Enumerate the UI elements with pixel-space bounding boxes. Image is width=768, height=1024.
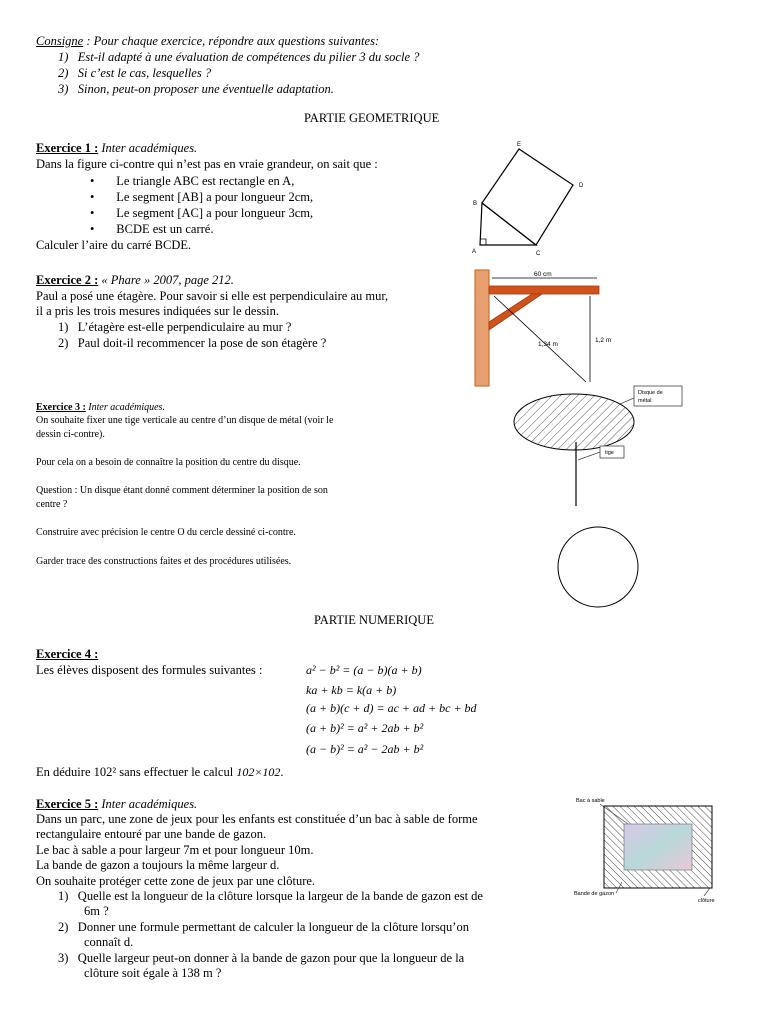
consigne-q2: 2) Si c’est le cas, lesquelles ? [58, 66, 212, 80]
ex5-line: rectangulaire entouré par une bande de gazon. [36, 827, 267, 841]
consigne-text: : Pour chaque exercice, répondre aux questions suivantes: [83, 34, 380, 48]
label-d: D [579, 183, 584, 189]
sandbox [624, 824, 692, 870]
bracket [489, 294, 542, 330]
consigne-q3: 3) Sinon, peut-on proposer une éventuelle adaptation. [58, 82, 334, 96]
ex1-bullet: • Le segment [AC] a pour longueur 3cm, [90, 206, 314, 220]
ex1-intro: Dans la figure ci-contre qui n’est pas en vraie grandeur, on sait que : [36, 157, 378, 171]
ex3-p5: Garder trace des constructions faites et des procédures utilisées. [36, 556, 292, 567]
ex5-q1: 1) Quelle est la longueur de la clôture lorsque la largeur de la bande de gazon est de [58, 889, 483, 903]
section-title-numerique: PARTIE NUMERIQUE [314, 613, 434, 627]
label-a: A [472, 249, 477, 255]
ex5-q1-cont: 6m ? [84, 904, 109, 918]
ex5-figure [570, 792, 740, 910]
ex5-heading [36, 797, 197, 812]
ex5-line: Le bac à sable a pour largeur 7m et pour longueur 10m. [36, 843, 314, 857]
ex2-heading [36, 273, 234, 288]
label-134m: 1,34 m [538, 341, 558, 348]
ex3-p3a: Question : Un disque étant donné comment déterminer la position de son [36, 485, 328, 496]
diagonal-measure [494, 296, 586, 382]
label-c: C [536, 251, 541, 257]
ex2-line1: Paul a posé une étagère. Pour savoir si elle est perpendiculaire au mur, [36, 289, 389, 303]
ex1-heading [36, 141, 197, 156]
consigne-intro [36, 34, 379, 49]
wall [475, 270, 489, 386]
ex5-title: Exercice 5 : [36, 797, 99, 811]
consigne-label: Consigne [36, 34, 84, 48]
ex3-p1a: On souhaite fixer une tige verticale au centre d’un disque de métal (voir le [36, 415, 334, 426]
right-angle-mark [480, 239, 486, 245]
ex1-figure [468, 140, 588, 265]
ex3-p4: Construire avec précision le centre O du cercle dessiné ci-contre. [36, 527, 296, 538]
consigne-q1: 1) Est-il adapté à une évaluation de compétences du pilier 3 du socle ? [58, 50, 420, 64]
ex3-figure [508, 380, 688, 612]
ex2-q2: 2) Paul doit-il recommencer la pose de son étagère ? [58, 336, 327, 350]
disc-label-2: métal [638, 398, 652, 404]
ex1-bullet: • Le triangle ABC est rectangle en A, [90, 174, 295, 188]
metal-disc [514, 394, 634, 450]
ex2-source: « Phare » 2007, page 212. [98, 273, 234, 287]
ex1-source: Inter académiques. [98, 141, 198, 155]
ex5-q2: 2) Donner une formule permettant de calculer la longueur de la clôture lorsqu’on [58, 920, 469, 934]
ex3-p3b: centre ? [36, 499, 68, 510]
stem-label-pointer [578, 452, 600, 460]
ex4-calc: 102×102 [236, 765, 281, 779]
disc-label: Disque de [638, 390, 663, 396]
lawn-label: Bande de gazon [574, 891, 615, 897]
ex1-question: Calculer l’aire du carré BCDE. [36, 238, 192, 252]
label-12m: 1,2 m [595, 337, 612, 344]
ex5-line: Dans un parc, une zone de jeux pour les enfants est constituée d’un bac à sable de forme [36, 812, 478, 826]
ex2-figure [472, 266, 632, 388]
ex5-line: On souhaite protéger cette zone de jeux par une clôture. [36, 874, 316, 888]
ex3-title: Exercice 3 : [36, 402, 86, 413]
sandbox-label: Bac à sable [576, 798, 605, 804]
ex2-q1: 1) L’étagère est-elle perpendiculaire au mur ? [58, 320, 292, 334]
ex1-bullet: • BCDE est un carré. [90, 222, 214, 236]
ex4-deduire: En déduire 102² sans effectuer le calcul 102×102. [36, 765, 284, 779]
fence-label: clôture [698, 898, 715, 904]
formula: ka + kb = k(a + b) [306, 683, 397, 697]
ex5-q2-cont: connaît d. [84, 935, 134, 949]
ex5-q3-cont: clôture soit égale à 138 m ? [84, 966, 222, 980]
triangle-abc [480, 203, 536, 245]
ex1-bullet: • Le segment [AB] a pour longueur 2cm, [90, 190, 314, 204]
ex3-source: Inter académiques. [85, 402, 165, 413]
ex3-p2: Pour cela on a besoin de connaître la position du centre du disque. [36, 457, 301, 468]
formula: a² − b² = (a − b)(a + b) [306, 663, 422, 677]
label-60cm: 60 cm [534, 271, 552, 278]
square-bcde [482, 149, 573, 245]
formula: (a + b)² = a² + 2ab + b² [306, 721, 424, 735]
ex4-intro: Les élèves disposent des formules suivantes : [36, 663, 263, 677]
ex1-title: Exercice 1 : [36, 141, 99, 155]
fence-label-pointer [704, 888, 710, 896]
ex5-source: Inter académiques. [98, 797, 198, 811]
disc-label-pointer [620, 398, 634, 404]
formula: (a + b)(c + d) = ac + ad + bc + bd [306, 701, 477, 715]
stem-label: tige [605, 450, 614, 456]
shelf [489, 286, 599, 294]
ex4-title: Exercice 4 : [36, 647, 99, 661]
circle-to-find-center [558, 527, 638, 607]
section-title-geometrie: PARTIE GEOMETRIQUE [304, 111, 440, 125]
ex3-p1b: dessin ci-contre). [36, 429, 105, 440]
ex5-q3: 3) Quelle largeur peut-on donner à la bande de gazon pour que la longueur de la [58, 951, 465, 965]
ex5-line: La bande de gazon a toujours la même largeur d. [36, 858, 280, 872]
ex2-title: Exercice 2 : [36, 273, 99, 287]
label-b: B [473, 201, 478, 207]
ex2-line2: il a pris les trois mesures indiquées sur le dessin. [36, 304, 280, 318]
label-e: E [516, 142, 522, 148]
formula: (a − b)² = a² − 2ab + b² [306, 742, 424, 756]
ex3-heading [36, 402, 165, 414]
